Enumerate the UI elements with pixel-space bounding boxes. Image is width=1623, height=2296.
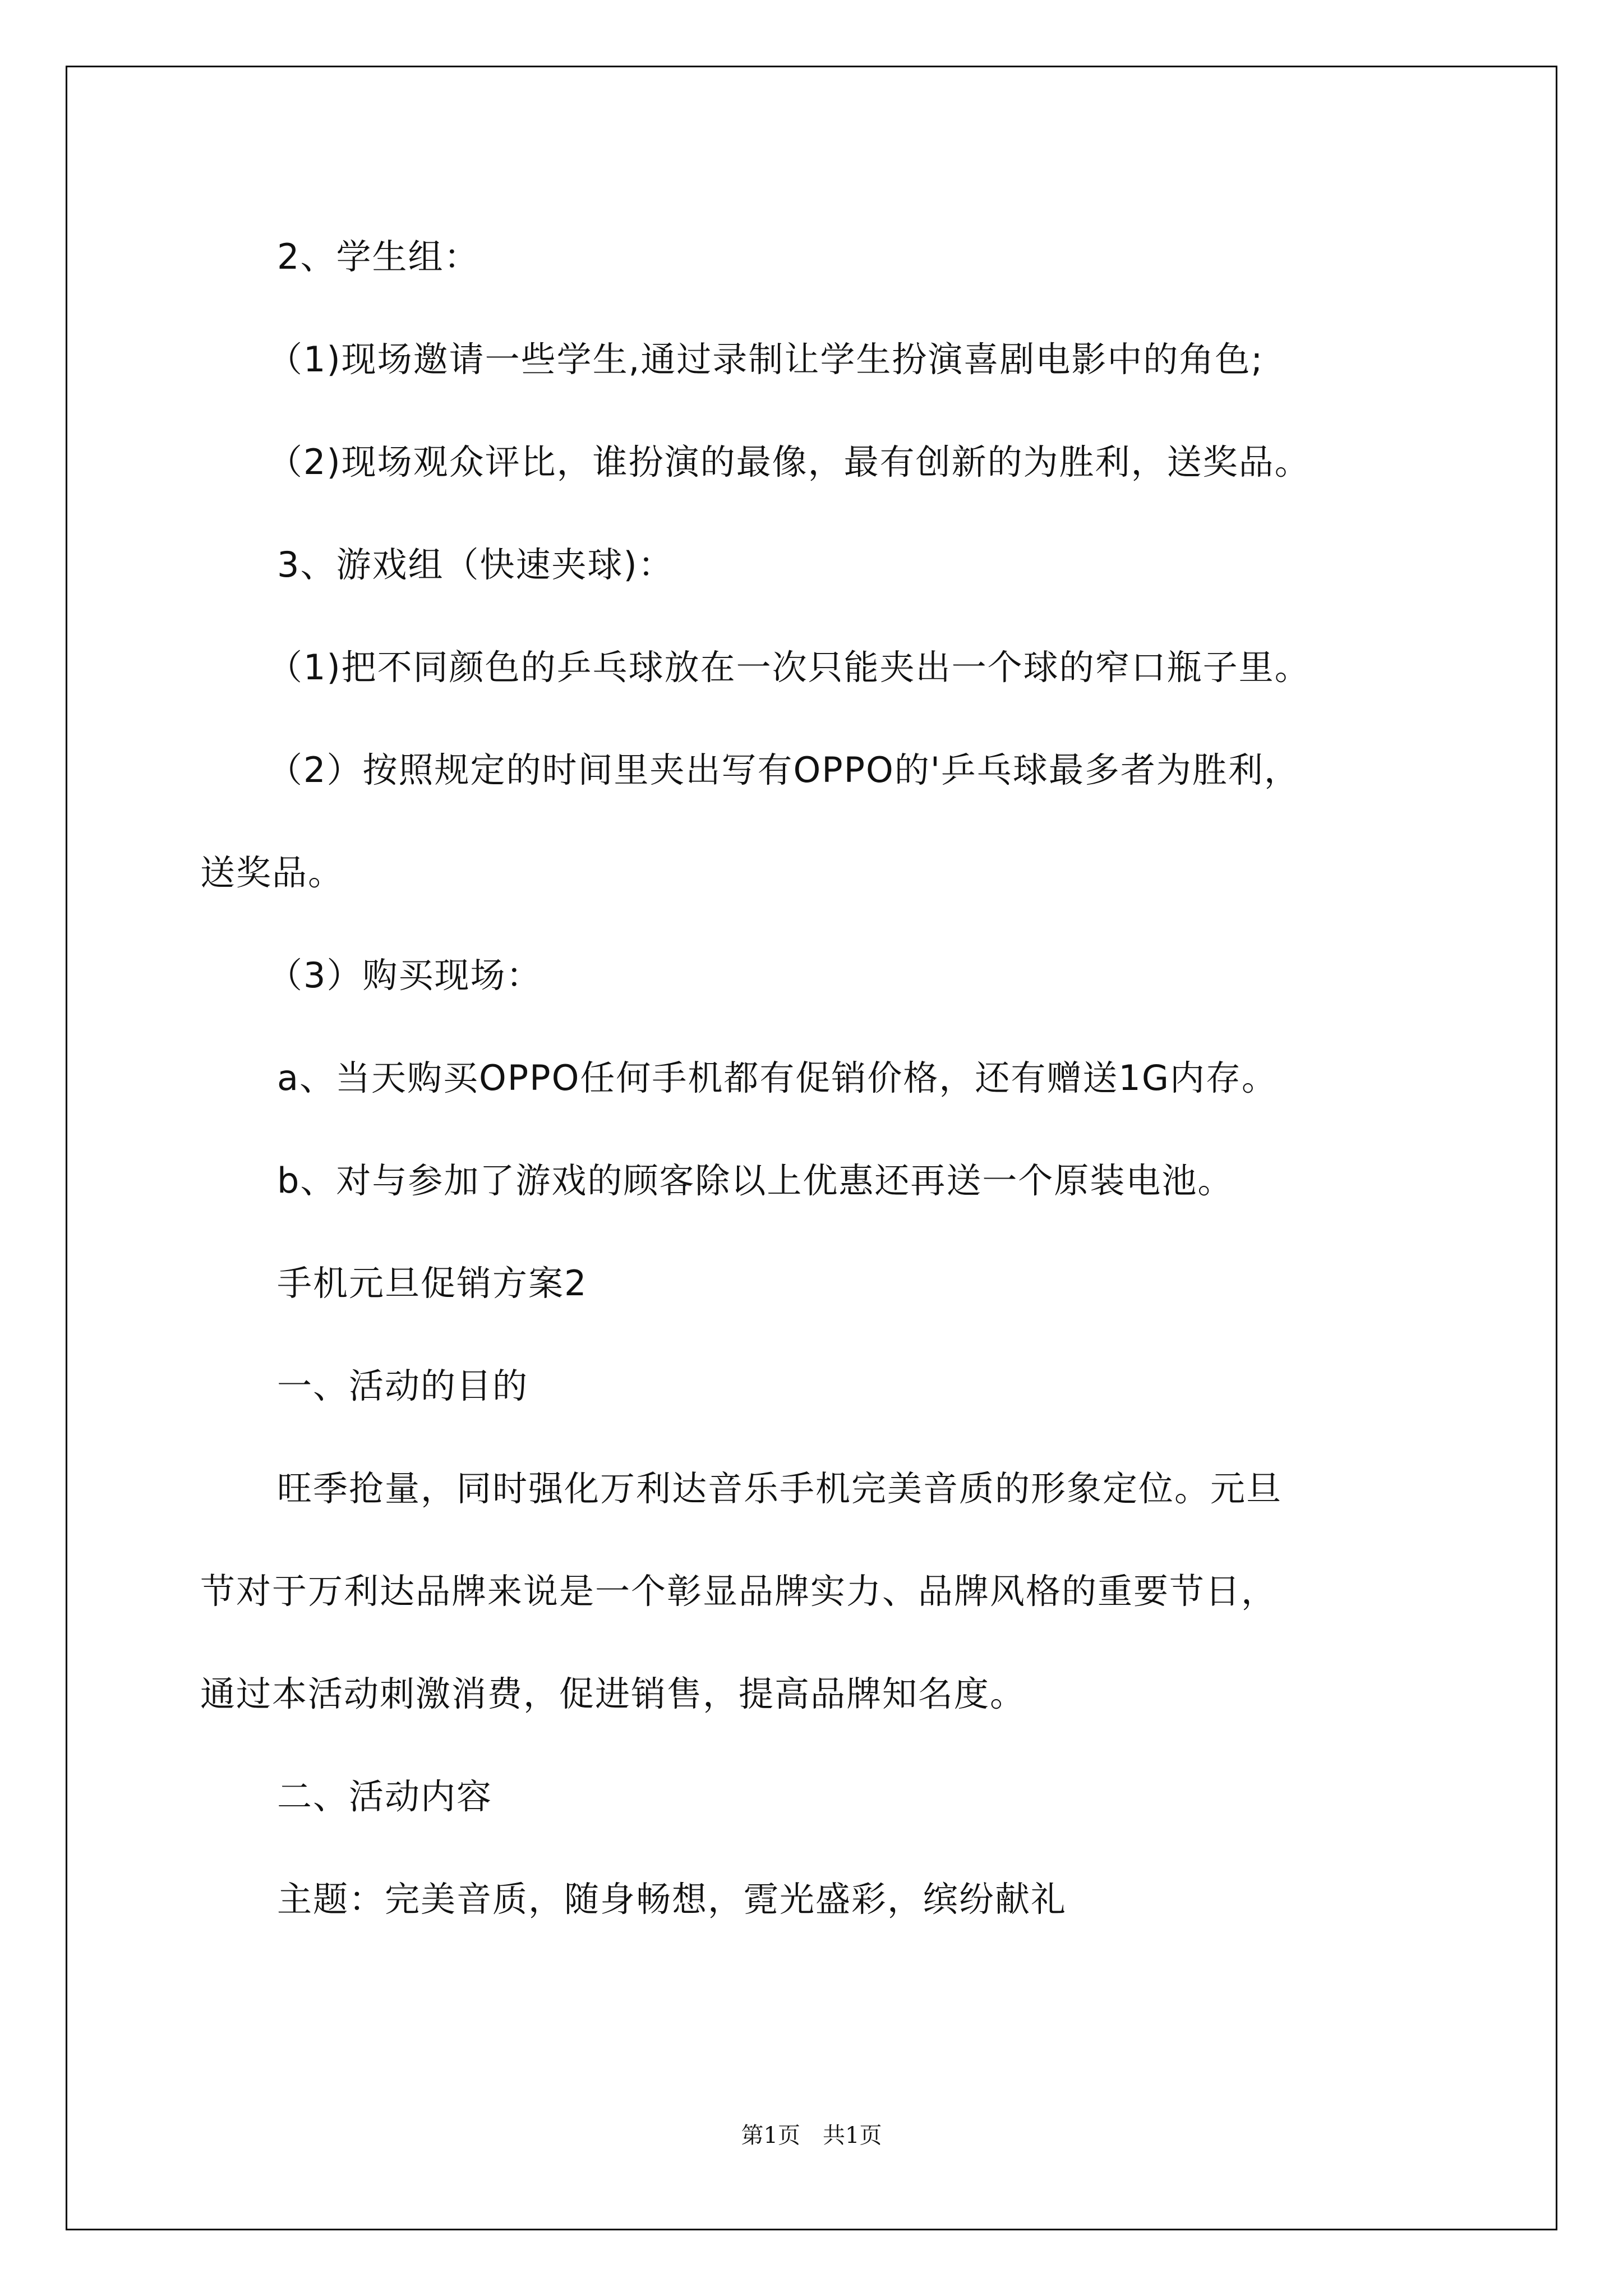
paragraph-continuation: 节对于万利达品牌来说是一个彰显品牌实力、品牌风格的重要节日，: [200, 1571, 1278, 1612]
paragraph: （1)把不同颜色的乒乓球放在一次只能夹出一个球的窄口瓶子里。: [268, 647, 1311, 688]
section-heading: 二、活动内容: [277, 1776, 493, 1817]
paragraph: b、对与参加了游戏的顾客除以上优惠还再送一个原装电池。: [277, 1160, 1234, 1201]
page-number-footer: 第1页 共1页: [741, 2123, 882, 2148]
paragraph: （3）购买现场：: [268, 955, 542, 996]
paragraph: 旺季抢量，同时强化万利达音乐手机完美音质的形象定位。元旦: [277, 1468, 1283, 1509]
paragraph: a、当天购买OPPO任何手机都有促销价格，还有赠送1G内存。: [277, 1057, 1278, 1098]
section-heading: 一、活动的目的: [277, 1365, 529, 1406]
paragraph: （1)现场邀请一些学生,通过录制让学生扮演喜剧电影中的角色;: [268, 339, 1264, 380]
paragraph: （2）按照规定的时间里夹出写有OPPO的'乒乓球最多者为胜利，: [268, 749, 1300, 790]
paragraph-continuation: 送奖品。: [200, 852, 344, 893]
paragraph: 主题：完美音质，随身畅想，霓光盛彩，缤纷献礼: [277, 1879, 1067, 1920]
section-heading-student-group: 2、学生组：: [277, 236, 480, 277]
paragraph-continuation: 通过本活动刺激消费，促进销售，提高品牌知名度。: [200, 1673, 1026, 1714]
section-title: 手机元旦促销方案2: [277, 1263, 588, 1304]
paragraph: （2)现场观众评比，谁扮演的最像，最有创新的为胜利，送奖品。: [268, 441, 1311, 482]
section-heading-game-group: 3、游戏组（快速夹球)：: [277, 544, 674, 585]
